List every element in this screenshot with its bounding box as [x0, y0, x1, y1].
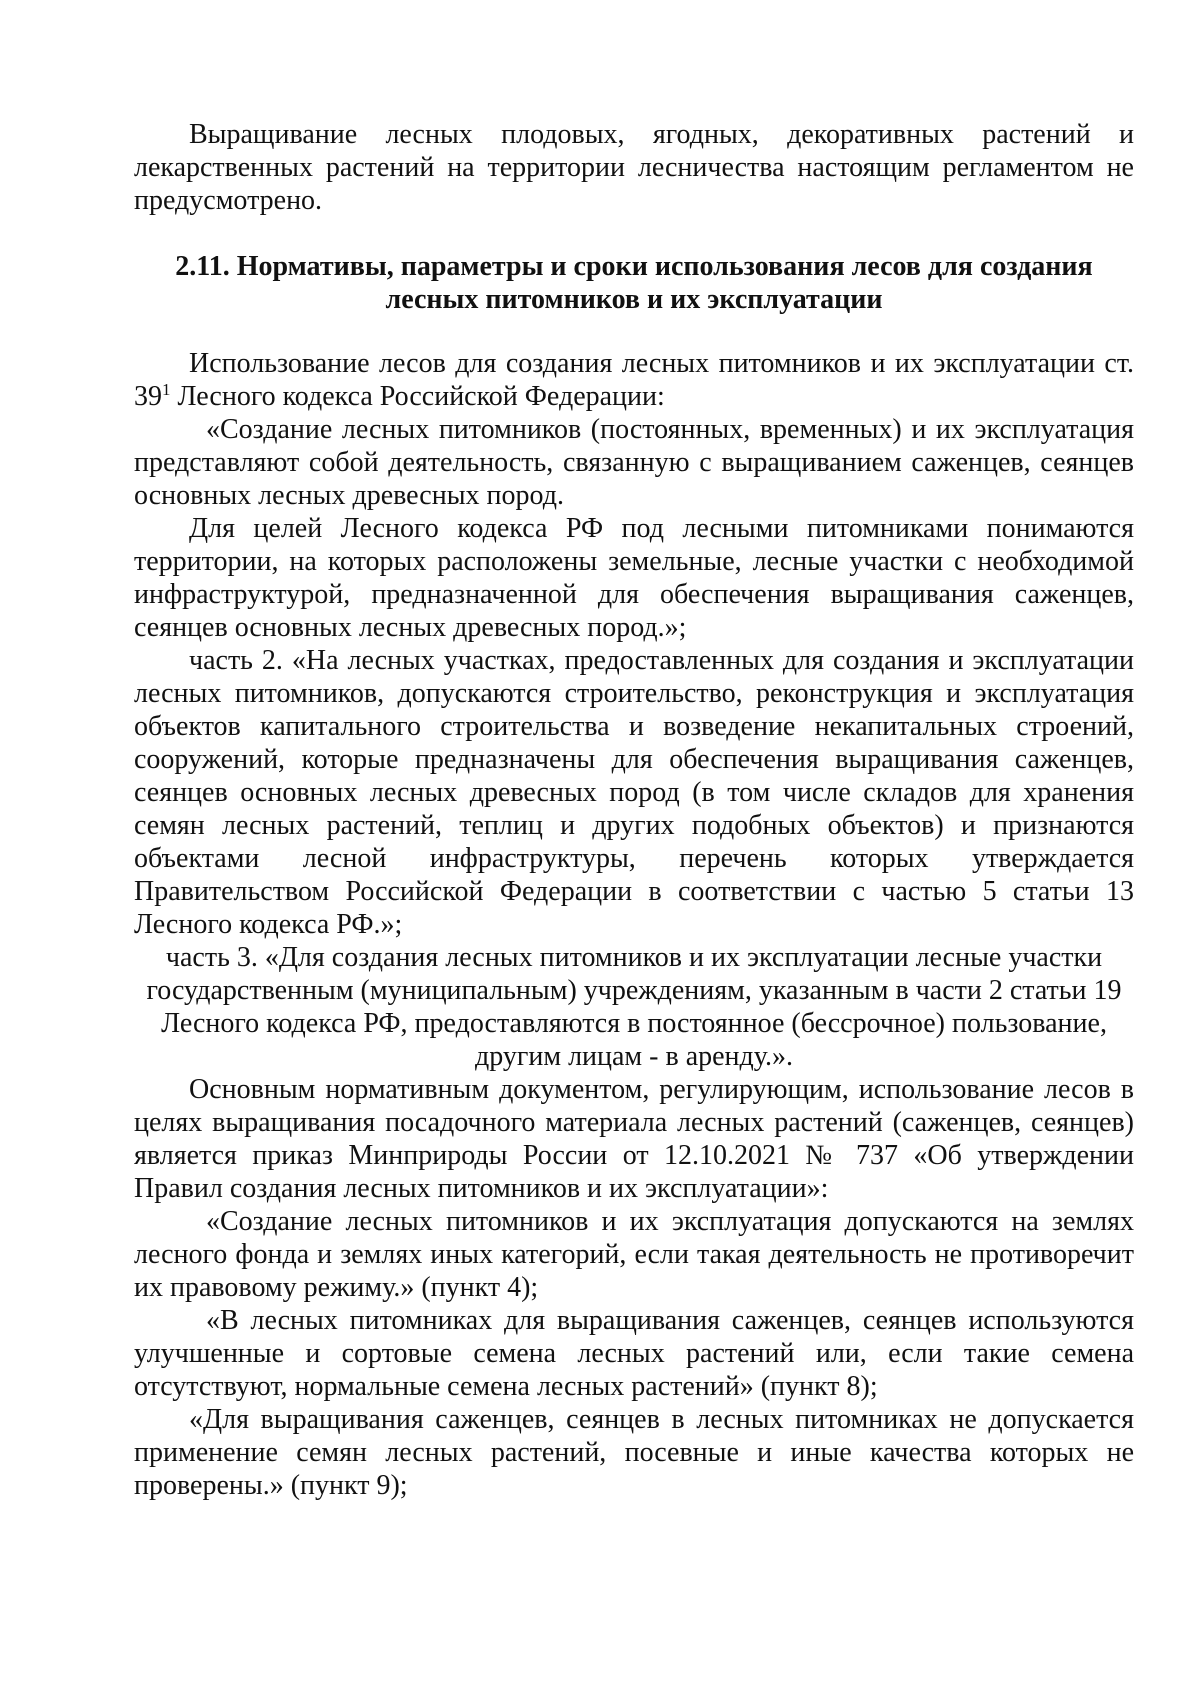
intro-paragraph: Выращивание лесных плодовых, ягодных, декоративных растений и лекарственных растений на территории лесничества настоящим регламентом не предусмотрено.	[134, 119, 1134, 216]
section-heading-line-2: лесных питомников и их эксплуатации	[385, 284, 883, 315]
paragraph-point-4: «Создание лесных питомников и их эксплуатация допускаются на землях лесного фонда и землях иных категорий, если такая деятельность не противоречит их правовому режиму.» (пункт 4);	[134, 1206, 1134, 1303]
paragraph-forest-code-reference	[134, 347, 1134, 413]
paragraph-text: Лесного кодекса Российской Федерации:	[170, 381, 665, 412]
paragraph-point-8: «В лесных питомниках для выращивания саженцев, сеянцев используются улучшенные и сортовые семена лесных растений или, если такие семена отсутствуют, нормальные семена лесных растений» (пункт 8);	[134, 1305, 1134, 1402]
paragraph-part-2: часть 2. «На лесных участках, предоставленных для создания и эксплуатации лесных питомников, допускаются строительство, реконструкция и эксплуатация объектов капитального строительства и возведение некапитальных строений, сооружений, которые предназначены для обеспечения выращивания саженцев, сеянцев основных лесных древесных пород (в том числе складов для хранения семян лесных растений, теплиц и других подобных объектов) и признаются объектами лесной инфраструктуры, перечень которых утверждается Правительством Российской Федерации в соответствии с частью 5 статьи 13 Лесного кодекса РФ.»;	[134, 645, 1134, 940]
part-3-line-1: часть 3. «Для создания лесных питомников и их эксплуатации лесные участки	[165, 942, 1103, 973]
part-3-line-4: другим лицам - в аренду.».	[475, 1041, 793, 1072]
paragraph-quote-creation: «Создание лесных питомников (постоянных, временных) и их эксплуатация представляют собой деятельность, связанную с выращиванием саженцев, сеянцев основных лесных древесных пород.	[134, 414, 1134, 511]
document-body	[134, 118, 1134, 1502]
part-3-line-2: государственным (муниципальным) учреждениям, указанным в части 2 статьи 19	[146, 975, 1122, 1006]
section-heading-line-1: 2.11. Нормативы, параметры и сроки использования лесов для создания	[175, 251, 1093, 282]
section-heading	[134, 250, 1134, 316]
article-superscript: 1	[162, 380, 171, 399]
paragraph-text: Использование лесов для создания лесных питомников и их эксплуатации ст. 39	[134, 348, 1134, 412]
paragraph-point-9: «Для выращивания саженцев, сеянцев в лесных питомниках не допускается применение семян лесных растений, посевные и иные качества которых не проверены.» (пункт 9);	[134, 1404, 1134, 1501]
paragraph-nursery-definition: Для целей Лесного кодекса РФ под лесными питомниками понимаются территории, на которых расположены земельные, лесные участки с необходимой инфраструктурой, предназначенной для обеспечения выращивания саженцев, сеянцев основных лесных древесных пород.»;	[134, 513, 1134, 643]
paragraph-part-3	[134, 941, 1134, 1073]
paragraph-regulatory-document: Основным нормативным документом, регулирующим, использование лесов в целях выращивания посадочного материала лесных растений (саженцев, сеянцев) является приказ Минприроды России от 12.10.2021 № 737 «Об утверждении Правил создания лесных питомников и их эксплуатации»:	[134, 1074, 1134, 1204]
part-3-line-3: Лесного кодекса РФ, предоставляются в постоянное (бессрочное) пользование,	[161, 1008, 1107, 1039]
